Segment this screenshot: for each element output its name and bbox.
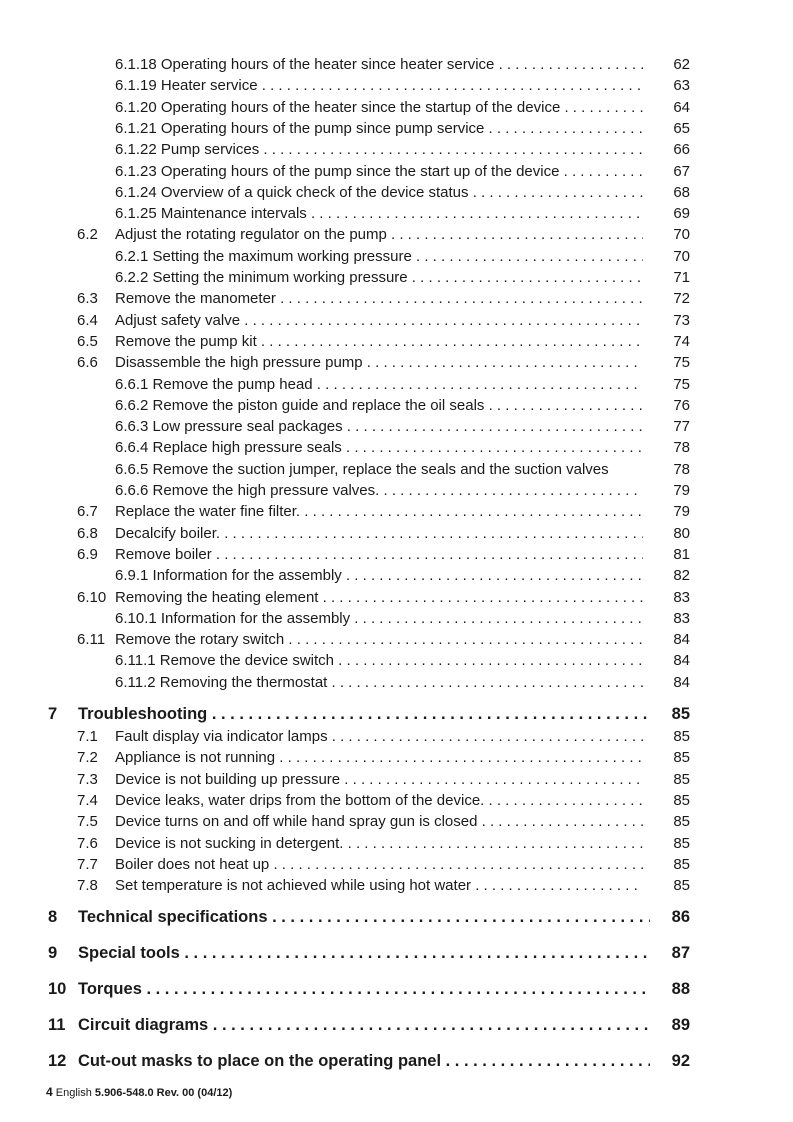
toc-subsection-row[interactable]	[0, 119, 793, 139]
toc-entry-title: Device is not building up pressure . . .	[115, 770, 643, 790]
toc-entry-page: 80	[673, 524, 690, 542]
toc-entry-title: 6.1.20 Operating hours of the heater since the startup of the device . . .	[115, 98, 643, 118]
toc-section-row[interactable]	[0, 588, 793, 608]
toc-entry-number: 7.8	[77, 877, 98, 895]
page-footer	[46, 1085, 232, 1099]
toc-chapter-row[interactable]	[0, 1051, 793, 1071]
toc-entry-page: 66	[673, 141, 690, 159]
toc-entry-title: Removing the heating element . . .	[115, 588, 643, 608]
toc-subsection-row[interactable]	[0, 76, 793, 96]
toc-entry-title: 6.11.2 Removing the thermostat . . .	[115, 673, 643, 693]
toc-section-row[interactable]	[0, 289, 793, 309]
toc-entry-page: 84	[673, 673, 690, 691]
toc-entry-page: 85	[673, 813, 690, 831]
toc-entry-page: 82	[673, 567, 690, 585]
toc-entry-page: 76	[673, 396, 690, 414]
toc-entry-page: 85	[673, 749, 690, 767]
toc-entry-title: 6.1.19 Heater service . . .	[115, 76, 643, 96]
toc-entry-number: 6.7	[77, 503, 98, 521]
toc-entry-page: 85	[671, 705, 690, 723]
toc-section-row[interactable]	[0, 834, 793, 854]
toc-entry-page: 92	[671, 1052, 690, 1071]
toc-entry-page: 85	[673, 877, 690, 895]
toc-section-row[interactable]	[0, 727, 793, 747]
toc-section-row[interactable]	[0, 812, 793, 832]
toc-entry-title: 6.1.18 Operating hours of the heater since heater service . . .	[115, 55, 643, 75]
toc-entry-number: 9	[48, 944, 58, 963]
toc-entry-title: Device turns on and off while hand spray gun is closed . . .	[115, 812, 643, 832]
toc-entry-title: 6.6.1 Remove the pump head . . .	[115, 375, 643, 395]
toc-entry-number: 6.6	[77, 354, 98, 372]
toc-entry-page: 85	[673, 728, 690, 745]
toc-entry-number: 6.2	[77, 226, 98, 244]
toc-section-row[interactable]	[0, 545, 793, 565]
toc-entry-number: 7.2	[77, 749, 98, 767]
toc-entry-number: 7.7	[77, 855, 98, 873]
toc-entry-title: 6.1.21 Operating hours of the pump since pump service . . .	[115, 119, 643, 139]
toc-entry-number: 7.3	[77, 770, 98, 788]
toc-entry-title: 6.6.2 Remove the piston guide and replace the oil seals . . .	[115, 396, 643, 416]
toc-subsection-row[interactable]	[0, 673, 793, 693]
toc-entry-title: Remove the rotary switch . . .	[115, 630, 643, 650]
toc-section-row[interactable]	[0, 855, 793, 875]
toc-entry-number: 10	[48, 980, 67, 999]
toc-section-row[interactable]	[0, 524, 793, 544]
toc-entry-title: Troubleshooting . . .	[78, 704, 650, 724]
toc-entry-page: 65	[673, 119, 690, 137]
toc-subsection-row[interactable]	[0, 140, 793, 160]
toc-entry-number: 6.8	[77, 524, 98, 542]
toc-entry-number: 7.4	[77, 791, 98, 809]
toc-subsection-row[interactable]	[0, 566, 793, 586]
toc-subsection-row[interactable]	[0, 651, 793, 671]
toc-entry-number: 7.5	[77, 813, 98, 831]
toc-chapter-row[interactable]	[0, 1015, 793, 1035]
toc-entry-number: 6.11	[77, 631, 106, 649]
toc-entry-page: 75	[673, 375, 690, 393]
toc-entry-page: 79	[673, 482, 690, 499]
footer-page-number: 4	[46, 1085, 53, 1099]
toc-entry-title: Special tools . . .	[78, 943, 650, 963]
toc-entry-number: 7	[48, 705, 58, 723]
toc-entry-page: 78	[673, 460, 690, 478]
toc-entry-page: 74	[673, 332, 690, 350]
toc-entry-title: Disassemble the high pressure pump . . .	[115, 353, 643, 373]
toc-entry-title: 6.1.24 Overview of a quick check of the device status . . .	[115, 183, 643, 203]
toc-entry-title: Remove the pump kit . . .	[115, 332, 643, 352]
toc-subsection-row[interactable]	[0, 268, 793, 288]
toc-entry-page: 84	[673, 631, 690, 649]
toc-section-row[interactable]	[0, 630, 793, 650]
toc-entry-title: Decalcify boiler. . . .	[115, 524, 643, 544]
toc-entry-page: 75	[673, 354, 690, 372]
toc-entry-page: 88	[671, 980, 690, 999]
toc-section-row[interactable]	[0, 332, 793, 352]
toc-entry-number: 12	[48, 1052, 67, 1071]
toc-entry-page: 85	[673, 770, 690, 788]
toc-chapter-row[interactable]	[0, 907, 793, 927]
toc-entry-page: 68	[673, 183, 690, 201]
toc-chapter-row[interactable]	[0, 943, 793, 963]
toc-chapter-row[interactable]	[0, 704, 793, 724]
toc-entry-title: Technical specifications . . .	[78, 907, 650, 927]
toc-entry-title: Adjust the rotating regulator on the pump . . .	[115, 225, 643, 245]
toc-subsection-row[interactable]	[0, 396, 793, 416]
toc-section-row[interactable]	[0, 353, 793, 373]
toc-entry-title: Torques . . .	[78, 979, 650, 999]
toc-entry-page: 85	[673, 834, 690, 852]
toc-subsection-row[interactable]	[0, 162, 793, 182]
toc-entry-page: 81	[673, 545, 690, 563]
footer-language: English	[55, 1087, 92, 1099]
toc-entry-title: Appliance is not running . . .	[115, 748, 643, 768]
toc-entry-page: 87	[671, 944, 690, 963]
toc-entry-title: Adjust safety valve . . .	[115, 311, 643, 331]
toc-entry-number: 6.4	[77, 311, 98, 329]
toc-entry-page: 83	[673, 609, 690, 627]
toc-entry-page: 79	[673, 503, 690, 521]
toc-entry-number: 11	[48, 1016, 66, 1035]
toc-section-row[interactable]	[0, 502, 793, 522]
toc-entry-number: 6.3	[77, 290, 98, 308]
toc-entry-title: 6.6.4 Replace high pressure seals . . .	[115, 438, 643, 458]
toc-subsection-row[interactable]	[0, 247, 793, 267]
toc-entry-page: 63	[673, 77, 690, 95]
toc-entry-page: 64	[673, 98, 690, 116]
toc-entry-page: 62	[673, 56, 690, 73]
toc-entry-title: Replace the water fine filter. . . .	[115, 502, 643, 522]
toc-section-row[interactable]	[0, 791, 793, 811]
toc-subsection-row[interactable]	[0, 481, 793, 501]
toc-entry-number: 6.10	[77, 588, 107, 606]
toc-entry-title: Circuit diagrams . . .	[78, 1015, 650, 1035]
toc-entry-title: 6.6.5 Remove the suction jumper, replace the seals and the suction valves	[115, 460, 609, 478]
toc-entry-title: 6.11.1 Remove the device switch . . .	[115, 651, 643, 671]
toc-subsection-row[interactable]	[0, 375, 793, 395]
toc-entry-title: Fault display via indicator lamps . . .	[115, 727, 643, 747]
toc-subsection-row[interactable]	[0, 204, 793, 224]
toc-entry-page: 73	[673, 311, 690, 329]
toc-entry-page: 86	[671, 908, 690, 927]
toc-entry-title: Set temperature is not achieved while using hot water . . .	[115, 876, 643, 896]
toc-entry-page: 78	[673, 439, 690, 457]
toc-entry-page: 70	[673, 247, 690, 265]
toc-entry-page: 83	[673, 588, 690, 606]
toc-entry-title: 6.10.1 Information for the assembly . . .	[115, 609, 643, 629]
toc-entry-page: 85	[673, 791, 690, 809]
toc-entry-page: 70	[673, 226, 690, 244]
footer-document-id: 5.906-548.0 Rev. 00 (04/12)	[94, 1087, 233, 1099]
toc-entry-title: 6.1.23 Operating hours of the pump since the start up of the device . . .	[115, 162, 643, 182]
toc-entry-page: 67	[673, 162, 690, 180]
toc-section-row[interactable]	[0, 225, 793, 245]
toc-entry-page: 77	[673, 418, 690, 436]
toc-chapter-row[interactable]	[0, 979, 793, 999]
toc-subsection-row[interactable]	[0, 460, 793, 480]
toc-section-row[interactable]	[0, 770, 793, 790]
toc-entry-title: Cut-out masks to place on the operating panel . . .	[78, 1051, 650, 1071]
toc-entry-title: Remove the manometer . . .	[115, 289, 643, 309]
toc-entry-number: 7.1	[77, 728, 98, 745]
toc-entry-number: 6.5	[77, 332, 98, 350]
toc-entry-number: 7.6	[77, 834, 98, 852]
toc-entry-title: Remove boiler . . .	[115, 545, 643, 565]
toc-section-row[interactable]	[0, 876, 793, 896]
toc-entry-title: Device leaks, water drips from the bottom of the device. . . .	[115, 791, 643, 811]
toc-entry-title: 6.6.6 Remove the high pressure valves. . . .	[115, 481, 643, 501]
toc-subsection-row[interactable]	[0, 183, 793, 203]
toc-subsection-row[interactable]	[0, 609, 793, 629]
toc-subsection-row[interactable]	[0, 55, 793, 75]
toc-entry-page: 89	[671, 1016, 690, 1035]
toc-entry-number: 6.9	[77, 545, 98, 563]
toc-entry-title: 6.6.3 Low pressure seal packages . . .	[115, 417, 643, 437]
toc-section-row[interactable]	[0, 748, 793, 768]
toc-entry-page: 72	[673, 290, 690, 308]
toc-entry-page: 71	[673, 269, 690, 286]
toc-entry-page: 85	[673, 855, 690, 873]
toc-entry-page: 84	[673, 652, 690, 670]
toc-entry-page: 69	[673, 205, 690, 223]
toc-section-row[interactable]	[0, 311, 793, 331]
toc-entry-title: 6.1.25 Maintenance intervals . . .	[115, 204, 643, 224]
toc-entry-title: 6.1.22 Pump services . . .	[115, 140, 643, 160]
toc-entry-title: Device is not sucking in detergent. . . .	[115, 834, 643, 854]
toc-subsection-row[interactable]	[0, 438, 793, 458]
toc-entry-title: 6.2.2 Setting the minimum working pressure . . .	[115, 268, 643, 288]
toc-entry-title: 6.2.1 Setting the maximum working pressure . . .	[115, 247, 643, 267]
toc-subsection-row[interactable]	[0, 98, 793, 118]
toc-entry-title: 6.9.1 Information for the assembly . . .	[115, 566, 643, 586]
toc-entry-title: Boiler does not heat up . . .	[115, 855, 643, 875]
toc-subsection-row[interactable]	[0, 417, 793, 437]
toc-entry-number: 8	[48, 908, 58, 927]
